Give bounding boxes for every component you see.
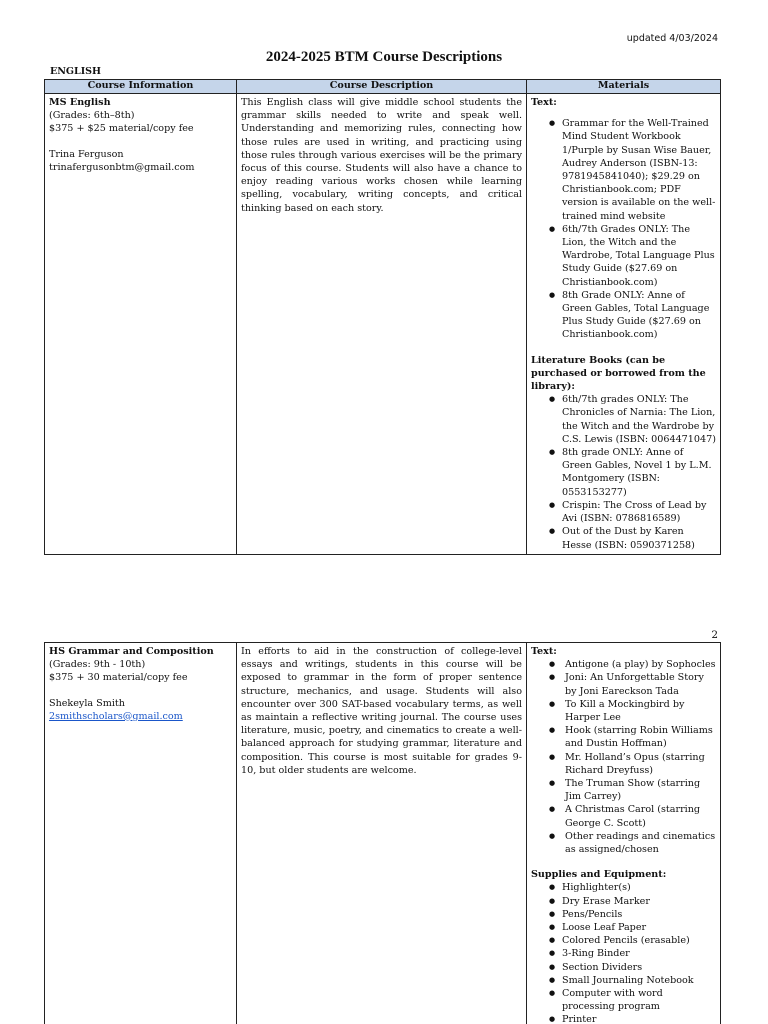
list-item: ● Other readings and cinematics as assigned/chosen bbox=[531, 830, 716, 856]
list-item: ● Hook (starring Robin Williams and Dustin Hoffman) bbox=[531, 724, 716, 750]
list-item: ● Crispin: The Cross of Lead by Avi (ISBN: 0786816589) bbox=[531, 499, 716, 525]
teacher-email: trinafergusonbtm@gmail.com bbox=[49, 161, 195, 173]
list-item: ● Highlighter(s) bbox=[531, 881, 716, 894]
text-heading: Text: bbox=[531, 97, 557, 108]
course-info-cell bbox=[45, 94, 237, 555]
list-item: ● The Truman Show (starring Jim Carrey) bbox=[531, 777, 716, 803]
course-name: MS English bbox=[49, 97, 111, 108]
list-item: ● 8th grade ONLY: Anne of Green Gables, Novel 1 by L.M. Montgomery (ISBN: 0553153277) bbox=[531, 446, 716, 499]
section-label: ENGLISH bbox=[50, 66, 101, 77]
list-item: ● Dry Erase Marker bbox=[531, 895, 716, 908]
list-item: ● Mr. Holland’s Opus (starring Richard Dreyfuss) bbox=[531, 751, 716, 777]
course-description: In efforts to aid in the construction of college-level essays and writings, students in this course will be exposed to grammar in the form of proper sentence structure, mechanics, and usage. Students will also encounter over 300 SAT-based vocabulary terms, as well as maintain a reflective writing journal. The course uses literature, music, poetry, and cinematics to create a well-balanced approach for studying grammar, literature and composition. This course is most suitable for grades 9-10, but older students are welcome. bbox=[241, 646, 522, 776]
text-heading: Text: bbox=[531, 646, 557, 657]
list-item: ● Printer bbox=[531, 1013, 716, 1024]
course-name: HS Grammar and Composition bbox=[49, 646, 214, 657]
teacher-email-link[interactable]: 2smithscholars@gmail.com bbox=[49, 710, 183, 722]
list-item: ● Section Dividers bbox=[531, 961, 716, 974]
list-item: ● 8th Grade ONLY: Anne of Green Gables, Total Language Plus Study Guide ($27.69 on Christianbook.com) bbox=[531, 289, 716, 342]
materials-cell bbox=[527, 643, 721, 1024]
list-item: ● To Kill a Mockingbird by Harper Lee bbox=[531, 698, 716, 724]
page-number: 2 bbox=[711, 629, 718, 641]
updated-date: updated 4/03/2024 bbox=[626, 33, 718, 44]
list-item: ● 3-Ring Binder bbox=[531, 947, 716, 960]
header-course-information: Course Information bbox=[45, 80, 237, 94]
teacher-name: Shekeyla Smith bbox=[49, 697, 125, 709]
course-description-cell bbox=[237, 94, 527, 555]
literature-heading: Literature Books (can be purchased or borrowed from the library): bbox=[531, 354, 706, 393]
supplies-heading: Supplies and Equipment: bbox=[531, 869, 667, 881]
list-item: ● Colored Pencils (erasable) bbox=[531, 934, 716, 947]
text-list bbox=[531, 117, 716, 341]
list-item: ● Computer with word processing program bbox=[531, 987, 716, 1013]
text-list bbox=[531, 658, 716, 856]
list-item: ● Small Journaling Notebook bbox=[531, 974, 716, 987]
list-item: ● Antigone (a play) by Sophocles bbox=[531, 658, 716, 671]
list-item: ● 6th/7th grades ONLY: The Chronicles of Narnia: The Lion, the Witch and the Wardrobe by C.S. Lewis (ISBN: 0064471047) bbox=[531, 393, 716, 446]
table-row bbox=[45, 643, 721, 1024]
header-course-description: Course Description bbox=[237, 80, 527, 94]
list-item: ● Pens/Pencils bbox=[531, 908, 716, 921]
course-table-hs-grammar bbox=[44, 642, 721, 1024]
list-item: ● A Christmas Carol (starring George C. Scott) bbox=[531, 803, 716, 829]
list-item: ● Grammar for the Well-Trained Mind Student Workbook 1/Purple by Susan Wise Bauer, Audrey Anderson (ISBN-13: 9781945841040); $29.29 on Christianbook.com; PDF version is available on the well-trained mind website bbox=[531, 117, 716, 223]
course-description-cell bbox=[237, 643, 527, 1024]
table-row bbox=[45, 94, 721, 555]
list-item: ● Loose Leaf Paper bbox=[531, 921, 716, 934]
list-item: ● Out of the Dust by Karen Hesse (ISBN: 0590371258) bbox=[531, 525, 716, 551]
course-table-english bbox=[44, 79, 721, 555]
header-materials: Materials bbox=[527, 80, 721, 94]
list-item: ● 6th/7th Grades ONLY: The Lion, the Witch and the Wardrobe, Total Language Plus Study Guide ($27.69 on Christianbook.com) bbox=[531, 223, 716, 289]
list-item: ● Joni: An Unforgettable Story by Joni Eareckson Tada bbox=[531, 671, 716, 697]
course-fee: $375 + 30 material/copy fee bbox=[49, 672, 188, 684]
course-fee: $375 + $25 material/copy fee bbox=[49, 123, 194, 135]
course-grades: (Grades: 9th - 10th) bbox=[49, 659, 146, 671]
materials-cell bbox=[527, 94, 721, 555]
course-description: This English class will give middle school students the grammar skills needed to write and speak well. Understanding and memorizing rules, connecting how those rules are used in writing, and practicing using those rules through various exercises will be the primary focus of this course. Students will also have a chance to enjoy reading various works chosen while learning spelling, vocabulary, writing concepts, and critical thinking based on each story. bbox=[241, 97, 522, 214]
course-info-cell bbox=[45, 643, 237, 1024]
table-header-row bbox=[45, 80, 721, 94]
teacher-name: Trina Ferguson bbox=[49, 148, 124, 160]
literature-list bbox=[531, 393, 716, 551]
document-title: 2024-2025 BTM Course Descriptions bbox=[265, 49, 503, 65]
course-grades: (Grades: 6th–8th) bbox=[49, 110, 135, 122]
supplies-list bbox=[531, 881, 716, 1024]
